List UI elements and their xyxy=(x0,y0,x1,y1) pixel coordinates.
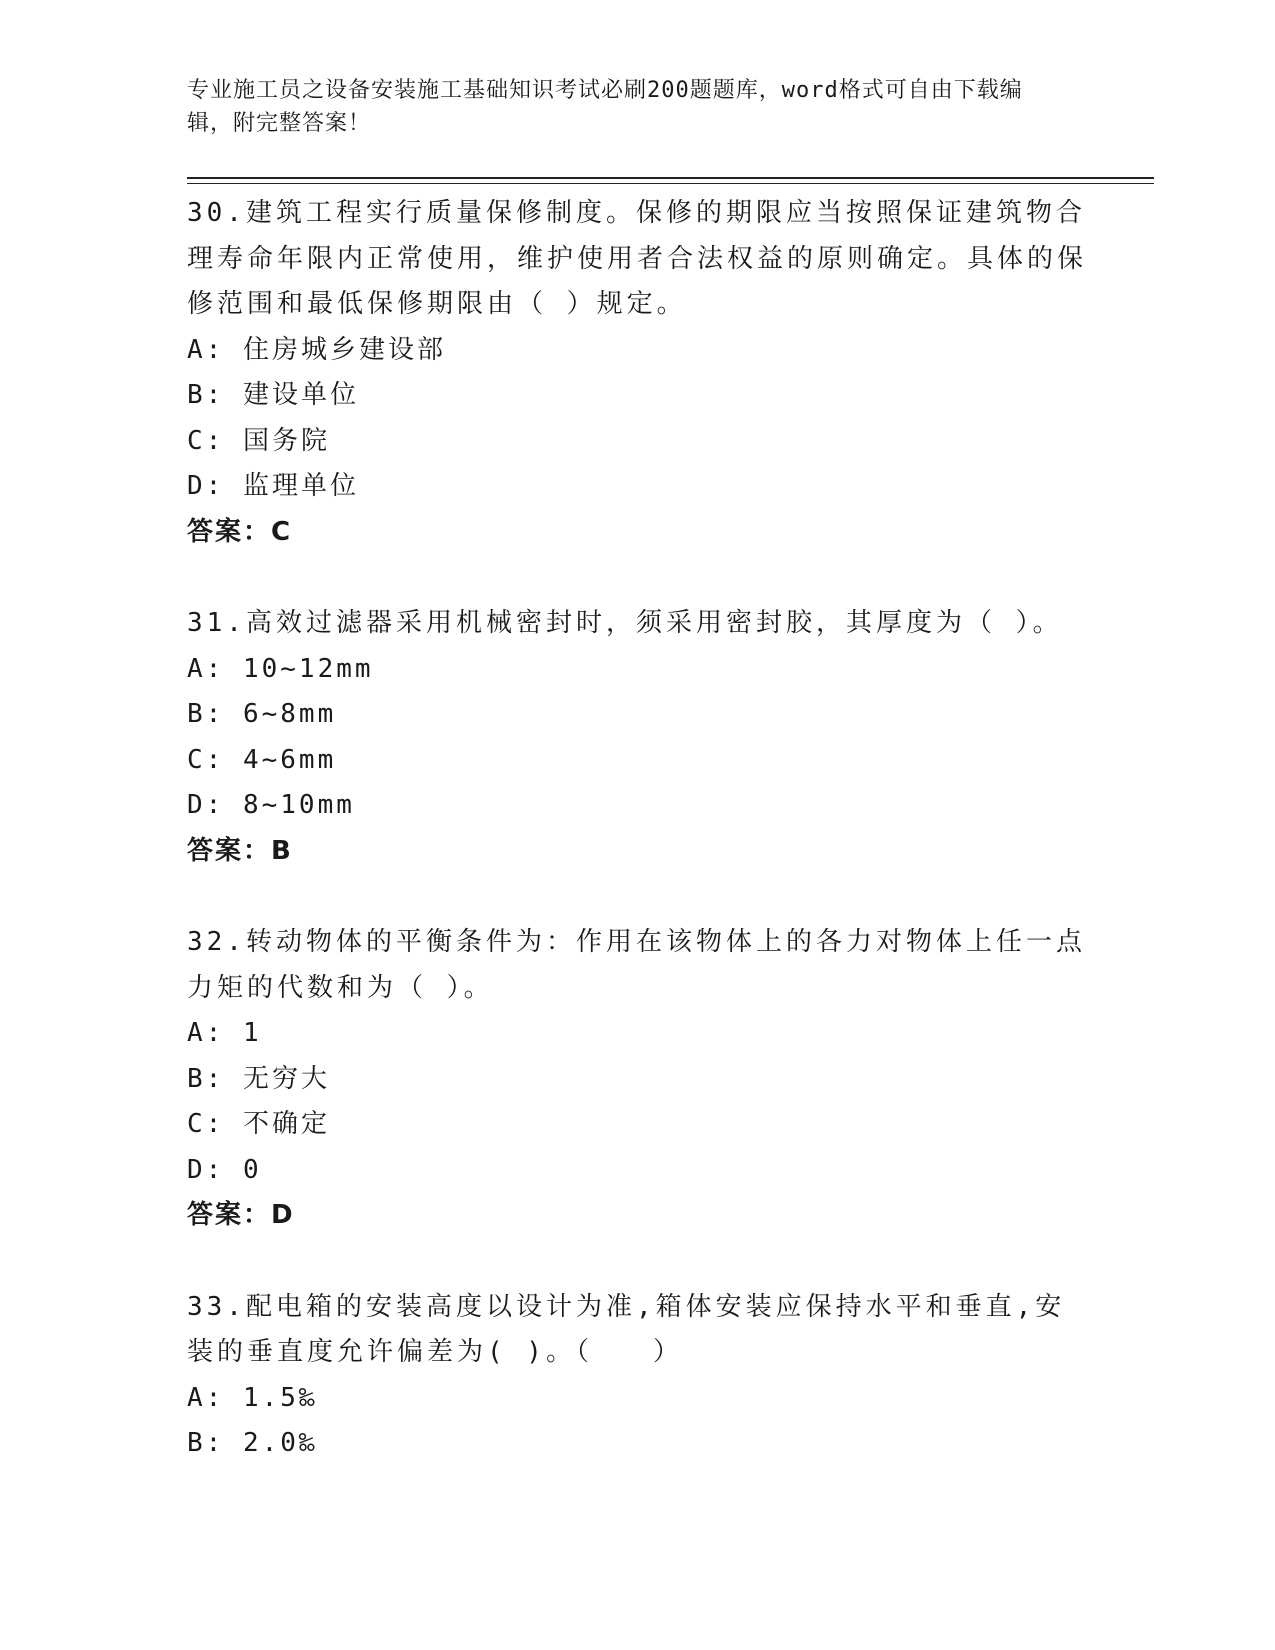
question-list xyxy=(187,191,1087,1513)
option-b: B: 6~8mm xyxy=(187,699,337,729)
document-header: 专业施工员之设备安装施工基础知识考试必刷200题题库，word格式可自由下载编辑，附完整答案！ xyxy=(187,78,1023,136)
option-c: C: 国务院 xyxy=(187,425,330,456)
option-d: D: 8~10mm xyxy=(187,790,355,820)
answer-label: 答案：D xyxy=(187,1200,295,1230)
header-divider-thin xyxy=(187,183,1154,184)
question-31 xyxy=(187,601,1087,874)
answer-label: 答案：C xyxy=(187,516,293,547)
question-stem: 31.高效过滤器采用机械密封时，须采用密封胶，其厚度为（ ）。 xyxy=(187,608,1063,638)
option-a: A: 10~12mm xyxy=(187,653,374,684)
question-33 xyxy=(187,1285,1087,1467)
option-c: C: 4~6mm xyxy=(187,744,337,775)
question-30 xyxy=(187,191,1087,555)
option-b: B: 无穷大 xyxy=(187,1063,330,1094)
option-a: A: 1 xyxy=(187,1018,262,1048)
option-a: A: 1.5‰ xyxy=(187,1382,318,1413)
option-d: D: 监理单位 xyxy=(187,471,359,501)
answer-label: 答案：B xyxy=(187,835,293,866)
question-32 xyxy=(187,920,1087,1239)
option-b: B: 2.0‰ xyxy=(187,1428,318,1458)
option-b: B: 建设单位 xyxy=(187,380,359,410)
question-stem: 32.转动物体的平衡条件为：作用在该物体上的各力对物体上任一点力矩的代数和为（ ）。 xyxy=(187,927,1086,1003)
option-a: A: 住房城乡建设部 xyxy=(187,334,446,365)
question-stem: 30.建筑工程实行质量保修制度。保修的期限应当按照保证建筑物合理寿命年限内正常使用，维护使用者合法权益的原则确定。具体的保修范围和最低保修期限由（ ）规定。 xyxy=(187,198,1088,319)
header-divider-thick xyxy=(187,177,1154,179)
option-d: D: 0 xyxy=(187,1154,262,1185)
option-c: C: 不确定 xyxy=(187,1109,330,1139)
question-stem: 33.配电箱的安装高度以设计为准,箱体安装应保持水平和垂直,安装的垂直度允许偏差为( )。（ ） xyxy=(187,1291,1066,1367)
